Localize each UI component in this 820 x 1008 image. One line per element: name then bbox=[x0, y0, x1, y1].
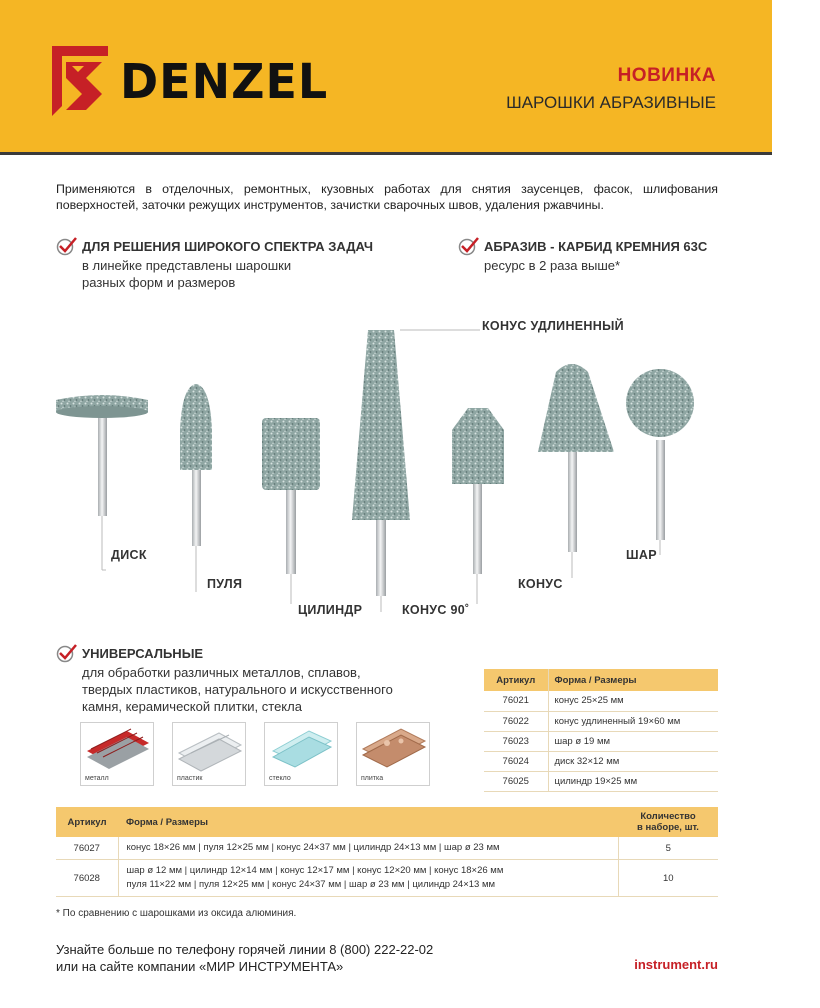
material-metal bbox=[80, 722, 154, 786]
feature-text: ресурс в 2 раза выше* bbox=[484, 258, 621, 273]
shape-line: конус 18×26 мм | пуля 12×25 мм | конус 24×37 мм | цилиндр 24×13 мм | шар ø 23 мм bbox=[126, 842, 500, 853]
shape-cell: конус 25×25 мм bbox=[548, 691, 718, 711]
label-cone90: КОНУС 90˚ bbox=[402, 603, 470, 617]
table-header-row bbox=[56, 807, 718, 837]
shape-cell bbox=[118, 837, 618, 860]
cylinder-tool bbox=[262, 418, 320, 604]
label-disk: ДИСК bbox=[111, 548, 147, 562]
intro-text: Применяются в отделочных, ремонтных, кузовных работах для снятия заусенцев, фасок, шлифования поверхностей, заточки режущих инструментов, зачистки сварочных швов, удаления ржавчины. bbox=[56, 182, 718, 212]
feature-text: разных форм и размеров bbox=[82, 275, 236, 290]
material-label: металл bbox=[85, 775, 109, 782]
sku-cell: 76027 bbox=[56, 837, 118, 860]
tile-icon bbox=[357, 723, 429, 773]
material-label: плитка bbox=[361, 775, 384, 782]
label-ball: ШАР bbox=[626, 548, 657, 562]
glass-pane-icon bbox=[265, 723, 337, 773]
metal-sheet-icon bbox=[81, 723, 153, 773]
feature-title: АБРАЗИВ - КАРБИД КРЕМНИЯ 63С bbox=[484, 239, 708, 254]
feature-text: в линейке представлены шарошки bbox=[82, 258, 292, 273]
table-row bbox=[484, 731, 718, 751]
quantity-header-line2: в наборе, шт. bbox=[637, 822, 699, 833]
shape-cell: конус удлиненный 19×60 мм bbox=[548, 711, 718, 731]
single-items-table bbox=[484, 669, 718, 792]
bullet-tool bbox=[180, 384, 212, 592]
table-row bbox=[484, 691, 718, 711]
sku-cell: 76024 bbox=[484, 751, 548, 771]
column-header-shape: Форма / Размеры bbox=[548, 669, 718, 691]
label-cone-long: КОНУС УДЛИНЕННЫЙ bbox=[482, 319, 624, 333]
hotline-text: Узнайте больше по телефону горячей линии 8 (800) 222-22-02 bbox=[56, 942, 434, 957]
check-icon bbox=[56, 643, 78, 663]
label-bullet: ПУЛЯ bbox=[207, 577, 243, 591]
feature-text: камня, керамической плитки, стекла bbox=[82, 699, 302, 714]
page-title: ШАРОШКИ АБРАЗИВНЫЕ bbox=[506, 93, 716, 112]
column-header-quantity bbox=[618, 807, 718, 837]
label-cylinder: ЦИЛИНДР bbox=[298, 603, 363, 617]
material-plastic bbox=[172, 722, 246, 786]
material-label: стекло bbox=[269, 775, 291, 782]
quantity-header-line1: Количество bbox=[640, 811, 696, 822]
disk-tool bbox=[56, 395, 148, 570]
label-cone: КОНУС bbox=[518, 577, 563, 591]
table-header-row bbox=[484, 669, 718, 691]
shape-line: пуля 11×22 мм | пуля 12×25 мм | конус 24×37 мм | шар ø 23 мм | цилиндр 24×13 мм bbox=[126, 879, 496, 890]
footnote: * По сравнению с шарошками из оксида алюминия. bbox=[56, 908, 297, 919]
column-header-sku: Артикул bbox=[56, 807, 118, 837]
feature-title: УНИВЕРСАЛЬНЫЕ bbox=[82, 646, 204, 661]
contact-info bbox=[56, 941, 433, 975]
ball-tool bbox=[626, 369, 694, 555]
sku-cell: 76025 bbox=[484, 771, 548, 791]
cone90-tool bbox=[452, 408, 504, 604]
quantity-cell: 5 bbox=[618, 837, 718, 860]
plastic-panel-icon bbox=[173, 723, 245, 773]
table-row bbox=[484, 751, 718, 771]
column-header-sku: Артикул bbox=[484, 669, 548, 691]
sku-cell: 76021 bbox=[484, 691, 548, 711]
shape-cell: цилиндр 19×25 мм bbox=[548, 771, 718, 791]
sku-cell: 76022 bbox=[484, 711, 548, 731]
table-row bbox=[56, 860, 718, 897]
sku-cell: 76023 bbox=[484, 731, 548, 751]
shape-line: шар ø 12 мм | цилиндр 12×14 мм | конус 12×17 мм | конус 12×20 мм | конус 18×26 мм bbox=[126, 865, 504, 876]
shape-cell: диск 32×12 мм bbox=[548, 751, 718, 771]
website-link[interactable]: instrument.ru bbox=[634, 957, 718, 972]
column-header-shape: Форма / Размеры bbox=[118, 807, 618, 837]
shape-cell: шар ø 19 мм bbox=[548, 731, 718, 751]
sku-cell: 76028 bbox=[56, 860, 118, 897]
company-text: или на сайте компании «МИР ИНСТРУМЕНТА» bbox=[56, 959, 344, 974]
brand-name: DENZEL bbox=[120, 52, 329, 110]
new-badge: НОВИНКА bbox=[617, 65, 716, 86]
shape-cell bbox=[118, 860, 618, 897]
sets-table bbox=[56, 807, 718, 897]
feature-text: твердых пластиков, натурального и искусственного bbox=[82, 682, 393, 697]
feature-universal bbox=[56, 646, 393, 715]
table-row bbox=[484, 711, 718, 731]
cone-tool bbox=[538, 364, 614, 578]
table-row bbox=[484, 771, 718, 791]
material-glass bbox=[264, 722, 338, 786]
feature-text: для обработки различных металлов, сплавов, bbox=[82, 665, 361, 680]
table-row bbox=[56, 837, 718, 860]
material-tile bbox=[356, 722, 430, 786]
feature-title: ДЛЯ РЕШЕНИЯ ШИРОКОГО СПЕКТРА ЗАДАЧ bbox=[82, 239, 374, 254]
quantity-cell: 10 bbox=[618, 860, 718, 897]
material-label: пластик bbox=[177, 775, 203, 782]
